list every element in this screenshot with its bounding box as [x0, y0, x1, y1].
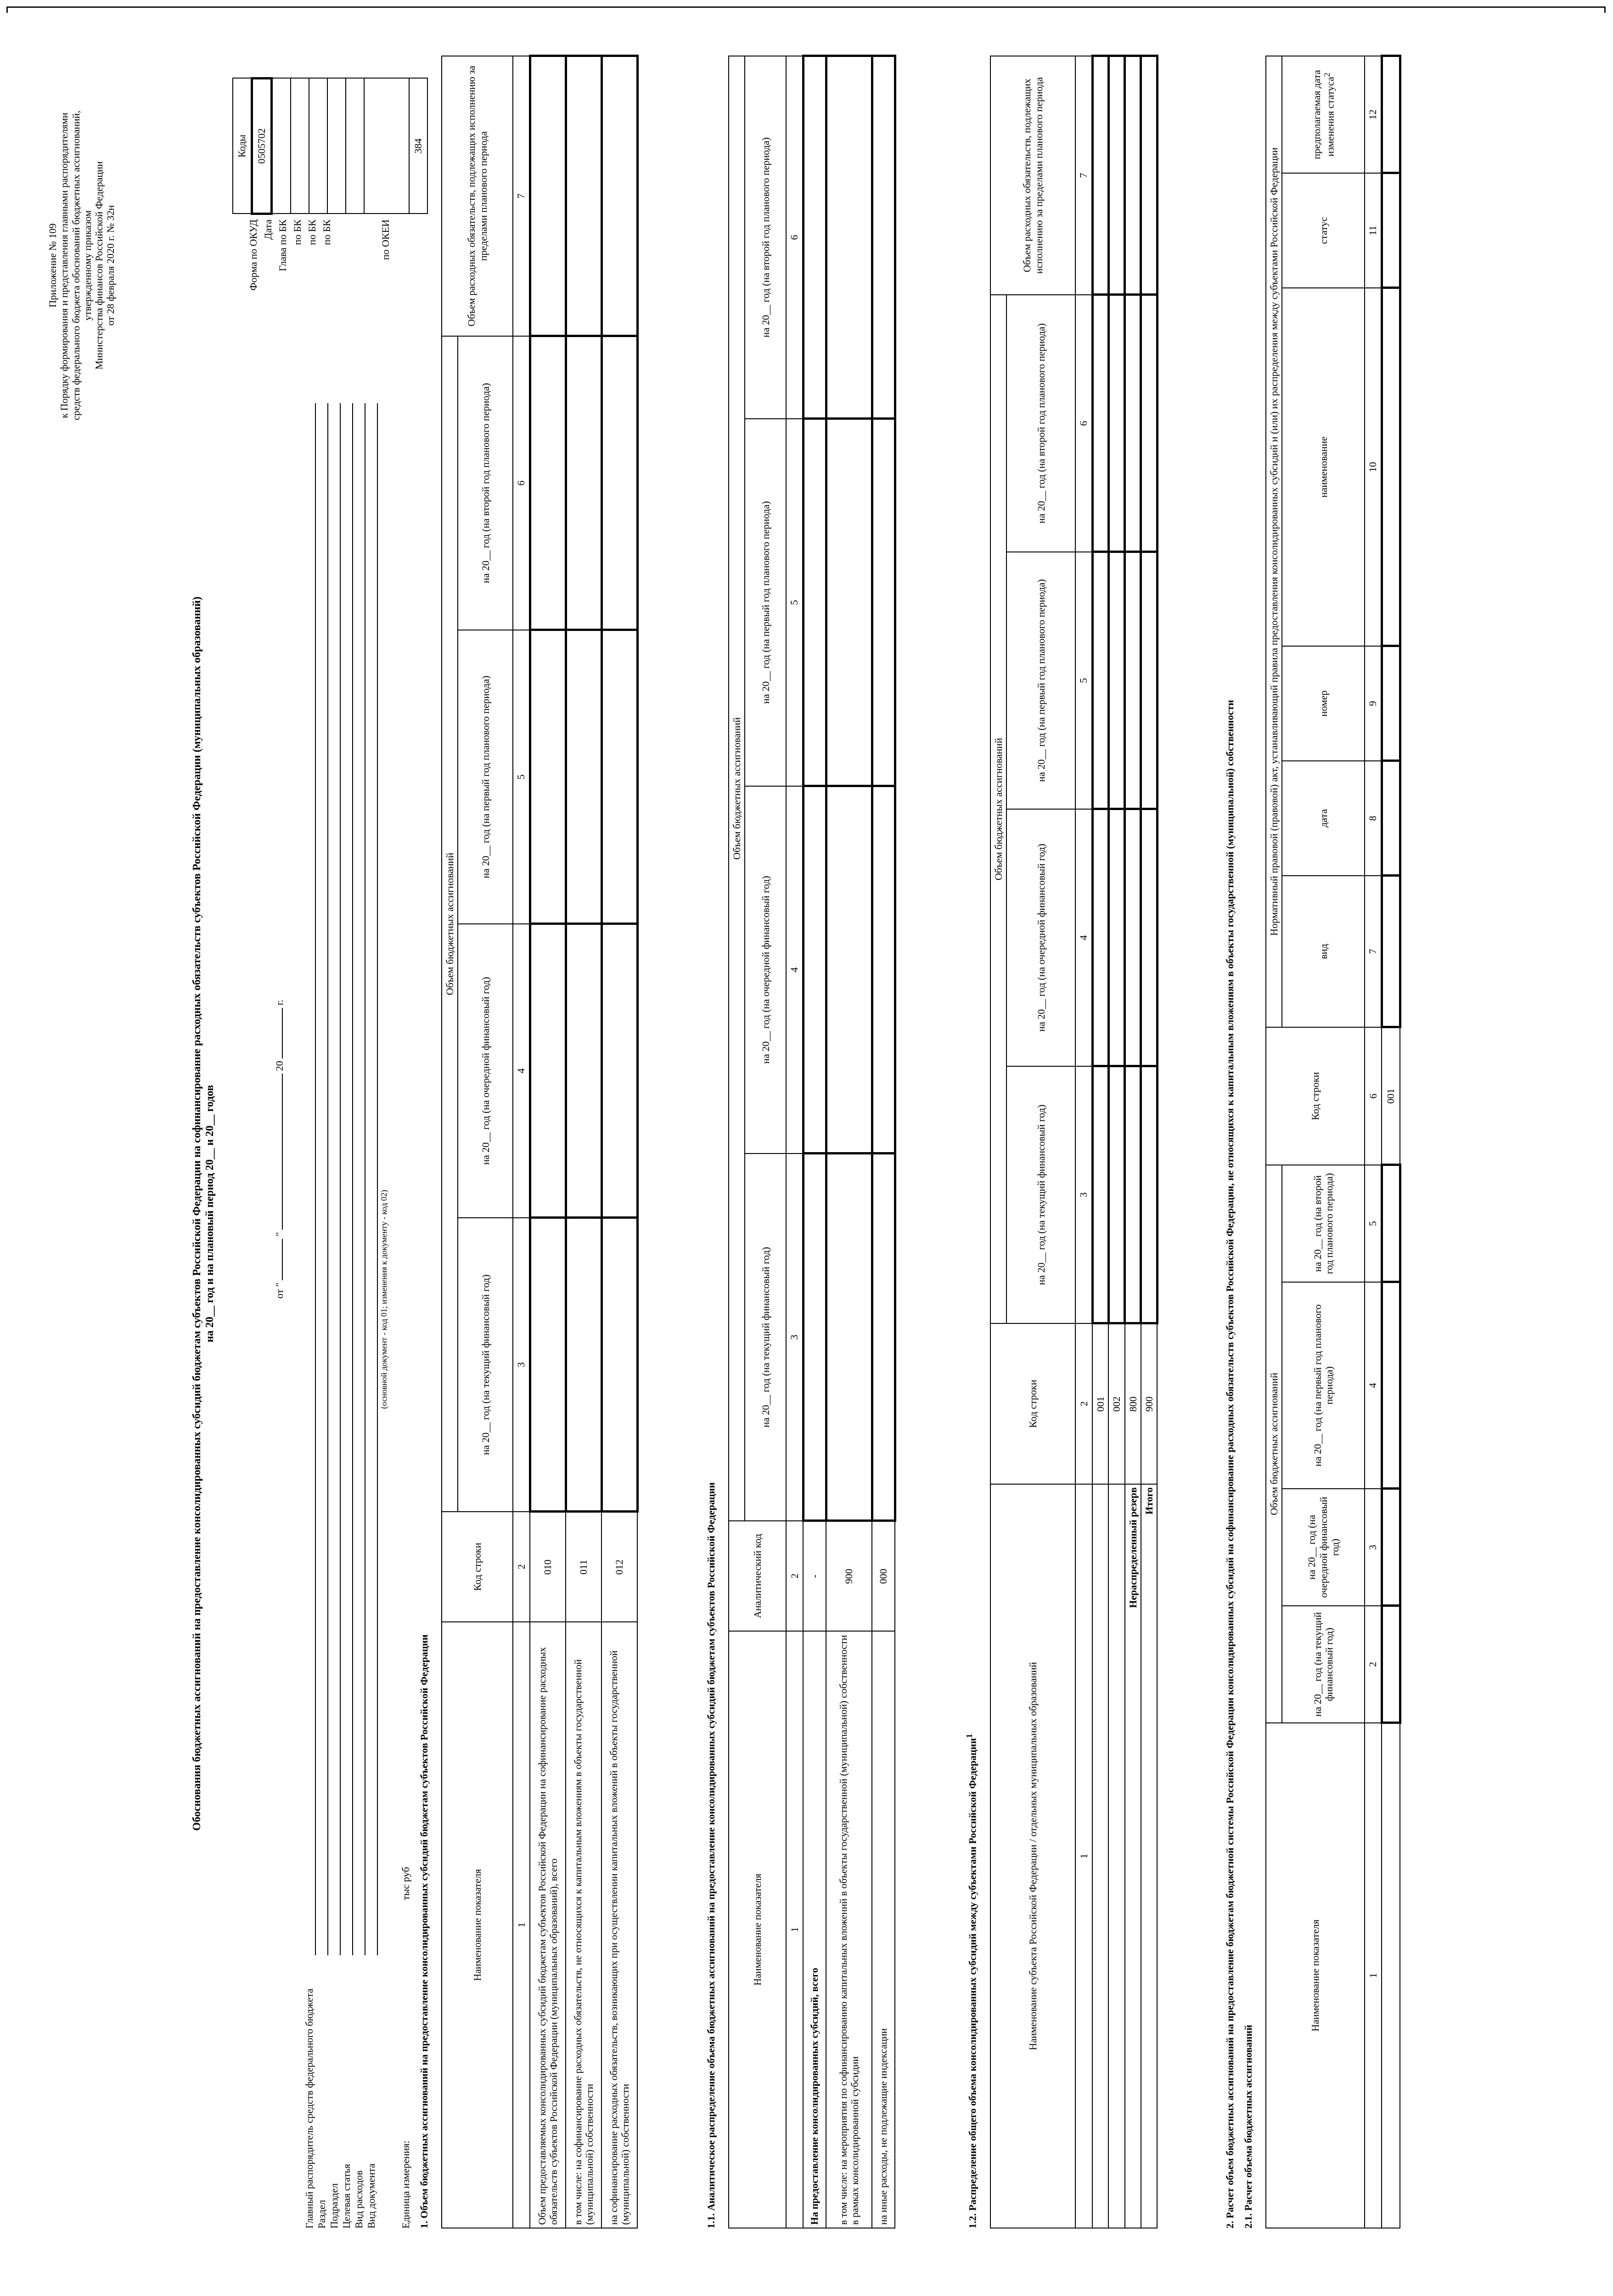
- s2-colnum: 4: [1365, 1282, 1382, 1489]
- s12-header-volume: Объем бюджетных ассигнований: [990, 295, 1006, 1323]
- s12-colnum: 4: [1075, 809, 1092, 1066]
- s1-colnum: 5: [513, 630, 530, 924]
- code-date[interactable]: [272, 79, 291, 214]
- s11-header-y5: на 20__ год (на первый год планового периода): [745, 419, 786, 786]
- s12-cell[interactable]: [1125, 809, 1141, 1066]
- s2-header-y5: на 20__ год (на второй год планового периода): [1282, 1165, 1365, 1282]
- field-label: Раздел: [316, 2200, 327, 2228]
- date-month-blank[interactable]: [282, 1074, 283, 1230]
- s11-cell[interactable]: [826, 786, 872, 1154]
- s11-cell[interactable]: [872, 419, 895, 786]
- s11-row-name: На предоставление консолидированных субсидий, всего: [803, 1631, 826, 2228]
- table-row: [1141, 56, 1157, 2228]
- s1-cell[interactable]: [601, 56, 637, 336]
- s11-row-name: в том числе: на мероприятия по софинансированию капитальных вложений в объекты государственной (муниципальной) собственности в рамках консолидированной субсидии: [826, 1631, 872, 2228]
- section12-table: [990, 55, 1158, 2228]
- table-row: [803, 56, 826, 2228]
- s2-header-date: дата: [1282, 761, 1365, 876]
- codes-header: Коды: [233, 79, 252, 214]
- s1-cell[interactable]: [566, 1218, 601, 1512]
- section11-title: 1.1. Аналитическое распределение объема бюджетных ассигнований на предоставление консолидированных субсидий бюджетам субъектов Российской Федерации: [705, 1482, 717, 2228]
- s12-cell[interactable]: [1125, 1066, 1141, 1323]
- s11-row-code: 000: [872, 1521, 895, 1631]
- s2-cell[interactable]: [1382, 876, 1400, 1027]
- s12-cell[interactable]: [1141, 295, 1157, 552]
- s2-header-status-date: [1282, 56, 1365, 173]
- s12-cell[interactable]: [1108, 1066, 1124, 1323]
- section21-title: 2.1. Расчет объема бюджетных ассигнований: [1242, 2025, 1254, 2228]
- date-mid: ": [274, 1232, 285, 1237]
- field-line[interactable]: [352, 403, 353, 1955]
- code-label: по БК: [321, 219, 332, 245]
- s11-header-volume: Объем бюджетных ассигнований: [729, 56, 745, 1521]
- s12-colnum: 3: [1075, 1066, 1092, 1323]
- s1-header-y5: на 20__ год (на первый год планового периода): [458, 630, 513, 924]
- date-suffix: г.: [274, 1000, 285, 1006]
- s12-row-code: 002: [1108, 1323, 1124, 1484]
- s2-header-y4: на 20__ год (на первый год планового периода): [1282, 1282, 1365, 1489]
- s1-header-y4: на 20__ год (на очередной финансовый год): [458, 924, 513, 1218]
- s11-row-name: на иные расходы, не подлежащие индексации: [872, 1631, 895, 2228]
- fields-labels: [303, 1953, 378, 2228]
- s12-cell[interactable]: [1125, 295, 1141, 552]
- s12-cell[interactable]: [1108, 809, 1124, 1066]
- s2-colnum: 2: [1365, 1606, 1382, 1723]
- code-bk-2[interactable]: [327, 79, 346, 214]
- code-label: Глава по БК: [277, 219, 288, 271]
- table-row: [530, 56, 566, 2228]
- s1-row-code: 010: [530, 1512, 566, 1622]
- s1-colnum: 2: [513, 1512, 530, 1622]
- table-row: [566, 56, 601, 2228]
- code-label: по ОКЕИ: [380, 219, 391, 260]
- section2-title: 2. Расчет объем бюджетных ассигнований на предоставление бюджетам бюджетной системы Российской Федерации консолидированных субсидий на софинансирование расходных обязательств субъектов Российской Федерации, не относящихся к капитальным вложениям в объекты государственной (муниципальной) собственности: [1224, 700, 1236, 2228]
- s1-colnum: 4: [513, 924, 530, 1218]
- unit-value: тыс руб: [400, 1867, 411, 1900]
- s11-cell[interactable]: [826, 419, 872, 786]
- s11-cell[interactable]: [803, 786, 826, 1154]
- s12-cell[interactable]: [1141, 809, 1157, 1066]
- s12-cell[interactable]: [1125, 552, 1141, 809]
- s1-cell[interactable]: [601, 924, 637, 1218]
- s11-cell[interactable]: [803, 419, 826, 786]
- s12-cell[interactable]: [1108, 56, 1124, 295]
- s1-cell[interactable]: [566, 56, 601, 336]
- date-year-blank[interactable]: [282, 1008, 283, 1058]
- field-line[interactable]: [315, 403, 316, 1955]
- s2-cell[interactable]: [1382, 1165, 1400, 1282]
- table-row: [601, 56, 637, 2228]
- s2-colnum: 11: [1365, 173, 1382, 288]
- code-glava[interactable]: [291, 79, 309, 214]
- s12-header-y7: Объем расходных обязательств, подлежащих исполнению за пределами планового периода: [990, 56, 1075, 295]
- s1-colnum: 3: [513, 1218, 530, 1512]
- s11-colnum: 1: [786, 1631, 803, 2228]
- s2-header-volume: Объем бюджетных ассигнований: [1266, 1165, 1282, 1723]
- s1-row-code: 011: [566, 1512, 601, 1622]
- s11-header-y3: на 20__ год (на текущий финансовый год): [745, 1154, 786, 1521]
- s1-cell[interactable]: [601, 336, 637, 630]
- s2-header-status-date-text: предполагаемая дата изменения статуса: [1310, 70, 1336, 159]
- table-row: [1108, 56, 1124, 2228]
- s2-cell[interactable]: [1382, 761, 1400, 876]
- s1-cell[interactable]: [530, 1218, 566, 1512]
- field-label: Целевая статья: [341, 2164, 352, 2228]
- appendix-line: Министерства финансов Российской Федерации: [93, 161, 105, 370]
- form-title-line2: на 20__ год и на плановый период 20__ и 20__ годов: [203, 1085, 216, 1343]
- s11-cell[interactable]: [872, 56, 895, 419]
- s12-cell[interactable]: [1108, 552, 1124, 809]
- s1-header-y7: Объем расходных обязательств, подлежащих исполнению за пределами планового периода: [442, 56, 513, 336]
- section12-title: [965, 851, 978, 2228]
- s2-row-code: 001: [1382, 1027, 1400, 1165]
- appendix-line: Приложение № 109: [47, 223, 58, 308]
- s12-row-name: Нераспределенный резерв: [1125, 1484, 1141, 2228]
- s12-colnum: 2: [1075, 1323, 1092, 1484]
- section11-table: [728, 55, 896, 2228]
- s1-cell[interactable]: [530, 56, 566, 336]
- s12-header-y4: на 20__ год (на очередной финансовый год): [1006, 809, 1075, 1066]
- s1-cell[interactable]: [530, 924, 566, 1218]
- s12-row-code: 001: [1092, 1323, 1108, 1484]
- s11-header-code: Аналитический код: [729, 1521, 786, 1631]
- rotated-form-page: [3, 13, 1610, 2296]
- doc-type-hint: (основной документ - код 01; изменения к документу - код 02): [379, 1190, 388, 1409]
- codes-labels: [232, 219, 394, 385]
- s12-header-y5: на 20__ год (на первый год планового периода): [1006, 552, 1075, 809]
- section1-table: [441, 55, 639, 2228]
- s2-colnum: 9: [1365, 646, 1382, 761]
- s11-header-name: Наименование показателя: [729, 1631, 786, 2228]
- appendix-line: утвержденному приказом: [81, 210, 93, 321]
- field-label: Вид документа: [365, 2163, 377, 2228]
- s1-cell[interactable]: [530, 630, 566, 924]
- s2-header-npa: Нормативный правовой (правовой) акт, устанавливающий правила предоставления консолидированных субсидий и (или) их распределения между субъектами Российской Федерации: [1266, 56, 1282, 1027]
- code-label: по БК: [306, 219, 318, 245]
- s1-cell[interactable]: [601, 1218, 637, 1512]
- s2-header-title: наименование: [1282, 288, 1365, 646]
- s12-cell[interactable]: [1141, 1066, 1157, 1323]
- s2-cell[interactable]: [1382, 1282, 1400, 1489]
- s2-header-status: статус: [1282, 173, 1365, 288]
- s11-cell[interactable]: [872, 786, 895, 1154]
- s2-header-kind: вид: [1282, 876, 1365, 1027]
- form-title-line1: Обоснования бюджетных ассигнований на предоставление консолидированных субсидий бюджетам субъектов Российской Федерации на софинансирование расходных обязательств субъектов Российской Федерации (муниципальных образований): [191, 597, 203, 1831]
- footnote-mark: 1: [965, 1733, 974, 1738]
- codes-table: [232, 77, 428, 215]
- s12-cell[interactable]: [1108, 295, 1124, 552]
- s11-colnum: 6: [786, 56, 803, 419]
- unit-label: Единица измерения:: [400, 2140, 411, 2228]
- form-title: [191, 192, 216, 2235]
- code-okei[interactable]: 384: [409, 79, 427, 214]
- date-day-blank[interactable]: [282, 1239, 283, 1280]
- s1-cell[interactable]: [530, 336, 566, 630]
- s12-row-name[interactable]: [1108, 1484, 1124, 2228]
- s1-cell[interactable]: [566, 336, 601, 630]
- s2-cell[interactable]: [1382, 56, 1400, 173]
- s1-row-name: в том числе: на софинансирование расходных обязательств, не относящихся к капитальным вложениям в объекты государственной (муниципальной) собственности: [566, 1622, 601, 2228]
- s11-cell[interactable]: [803, 56, 826, 419]
- s2-colnum: 5: [1365, 1165, 1382, 1282]
- s1-header-code: Код строки: [442, 1512, 513, 1622]
- s2-header-code: Код строки: [1266, 1027, 1365, 1165]
- s1-row-name: Объем предоставляемых консолидированных субсидий бюджетам субъектов Российской Федерации на софинансирование расходных обязательств субъектов Российской Федерации (муниципальных образований), всего: [530, 1622, 566, 2228]
- s12-header-y6: на 20__ год (на второй год планового периода): [1006, 295, 1075, 552]
- s1-row-name: на софинансирование расходных обязательств, возникающих при осуществлении капитальных вложений в объекты государственной (муниципальной) собственности: [601, 1622, 637, 2228]
- field-line[interactable]: [327, 403, 328, 1955]
- s12-cell[interactable]: [1141, 552, 1157, 809]
- table-row: [1125, 56, 1141, 2228]
- s1-cell[interactable]: [566, 630, 601, 924]
- s2-header-y2: на 20__ год (на текущий финансовый год): [1282, 1606, 1365, 1723]
- field-label: Главный распорядитель средств федерального бюджета: [303, 1988, 315, 2228]
- s12-colnum: 1: [1075, 1484, 1092, 2228]
- s1-header-name: Наименование показателя: [442, 1622, 513, 2228]
- s1-header-volume: Объем бюджетных ассигнований: [442, 336, 458, 1512]
- table-row: [1382, 56, 1400, 2228]
- s12-cell[interactable]: [1141, 56, 1157, 295]
- s12-cell[interactable]: [1092, 1066, 1108, 1323]
- table-row: [826, 56, 872, 2228]
- s2-cell[interactable]: [1382, 1489, 1400, 1606]
- s2-header-number: номер: [1282, 646, 1365, 761]
- table-row: [872, 56, 895, 2228]
- s12-row-code: 900: [1141, 1323, 1157, 1484]
- section1-title: 1. Объем бюджетных ассигнований на предоставление консолидированных субсидий бюджетам субъектов Российской Федерации: [418, 1634, 430, 2228]
- code-label: [336, 219, 380, 385]
- s12-cell[interactable]: [1092, 295, 1108, 552]
- table-row: [1092, 56, 1108, 2228]
- s2-colnum: 8: [1365, 761, 1382, 876]
- s1-cell[interactable]: [566, 924, 601, 1218]
- s11-cell[interactable]: [826, 1154, 872, 1521]
- s2-cell[interactable]: [1382, 288, 1400, 646]
- date-line: [274, 885, 285, 1299]
- s11-colnum: 2: [786, 1521, 803, 1631]
- s12-header-name: Наименование субъекта Российской Федерации / отдельных муниципальных образований: [990, 1484, 1075, 2228]
- s12-row-code: 800: [1125, 1323, 1141, 1484]
- s12-cell[interactable]: [1092, 809, 1108, 1066]
- s1-row-code: 012: [601, 1512, 637, 1622]
- footnote-mark: 2: [1322, 73, 1332, 77]
- appendix-block: [47, 59, 117, 472]
- s1-header-y3: на 20__ год (на текущий финансовый год): [458, 1218, 513, 1512]
- s2-colnum: 7: [1365, 876, 1382, 1027]
- appendix-line: средств федерального бюджета обоснований бюджетных ассигнований,: [70, 110, 82, 421]
- s11-cell[interactable]: [872, 1154, 895, 1521]
- s1-colnum: 6: [513, 336, 530, 630]
- code-label: Форма по ОКУД: [247, 219, 259, 291]
- s11-row-code: 900: [826, 1521, 872, 1631]
- s12-colnum: 7: [1075, 56, 1092, 295]
- s12-header-code: Код строки: [990, 1323, 1075, 1484]
- s11-colnum: 4: [786, 786, 803, 1154]
- s12-row-name: Итого: [1141, 1484, 1157, 2228]
- s2-header-y3: на 20__ год (на очередной финансовый год): [1282, 1489, 1365, 1606]
- section2-table: [1265, 55, 1401, 2228]
- s11-cell[interactable]: [803, 1154, 826, 1521]
- s12-colnum: 5: [1075, 552, 1092, 809]
- code-bk-1[interactable]: [309, 79, 327, 214]
- s11-colnum: 3: [786, 1154, 803, 1521]
- code-bk-3[interactable]: [346, 79, 364, 214]
- date-year: 20: [274, 1061, 285, 1071]
- s2-header-name: Наименование показателя: [1266, 1723, 1365, 2228]
- field-label: Вид расходов: [353, 2170, 365, 2228]
- code-label: Дата: [262, 219, 274, 240]
- s12-cell[interactable]: [1092, 552, 1108, 809]
- field-line[interactable]: [377, 403, 378, 1955]
- s2-cell[interactable]: [1382, 646, 1400, 761]
- s2-colnum: 6: [1365, 1027, 1382, 1165]
- code-label: по БК: [292, 219, 303, 245]
- code-okud[interactable]: 0505702: [252, 79, 272, 214]
- s2-cell[interactable]: [1382, 173, 1400, 288]
- appendix-line: от 28 февраля 2020 г. № 32н: [105, 205, 117, 326]
- s12-cell[interactable]: [1092, 56, 1108, 295]
- s2-cell[interactable]: [1382, 1606, 1400, 1723]
- s11-header-y4: на 20__ год (на очередной финансовый год): [745, 786, 786, 1154]
- s11-header-y6: на 20__ год (на второй год планового периода): [745, 56, 786, 419]
- s2-colnum: 10: [1365, 288, 1382, 646]
- s2-colnum: 1: [1365, 1723, 1382, 2228]
- s1-header-y6: на 20__ год (на второй год планового периода): [458, 336, 513, 630]
- s1-colnum: 7: [513, 56, 530, 336]
- appendix-line: к Порядку формирования и представления главными распорядителями: [58, 113, 70, 418]
- s12-row-name[interactable]: [1092, 1484, 1108, 2228]
- field-line[interactable]: [340, 403, 341, 1955]
- s12-header-y3: на 20__ год (на текущий финансовый год): [1006, 1066, 1075, 1323]
- s11-row-code: -: [803, 1521, 826, 1631]
- field-label: Подраздел: [328, 2183, 340, 2228]
- s12-cell[interactable]: [1125, 56, 1141, 295]
- code-blank[interactable]: [364, 79, 409, 214]
- date-prefix: от ": [274, 1283, 285, 1299]
- s1-cell[interactable]: [601, 630, 637, 924]
- s2-colnum: 3: [1365, 1489, 1382, 1606]
- s12-colnum: 6: [1075, 295, 1092, 552]
- s2-colnum: 12: [1365, 56, 1382, 173]
- s2-row-name[interactable]: [1382, 1723, 1400, 2228]
- s1-colnum: 1: [513, 1622, 530, 2228]
- s11-colnum: 5: [786, 419, 803, 786]
- section12-title-text: 1.2. Распределение общего объема консолидированных субсидий между субъектами Российской Федерации: [967, 1738, 978, 2228]
- s11-cell[interactable]: [826, 56, 872, 419]
